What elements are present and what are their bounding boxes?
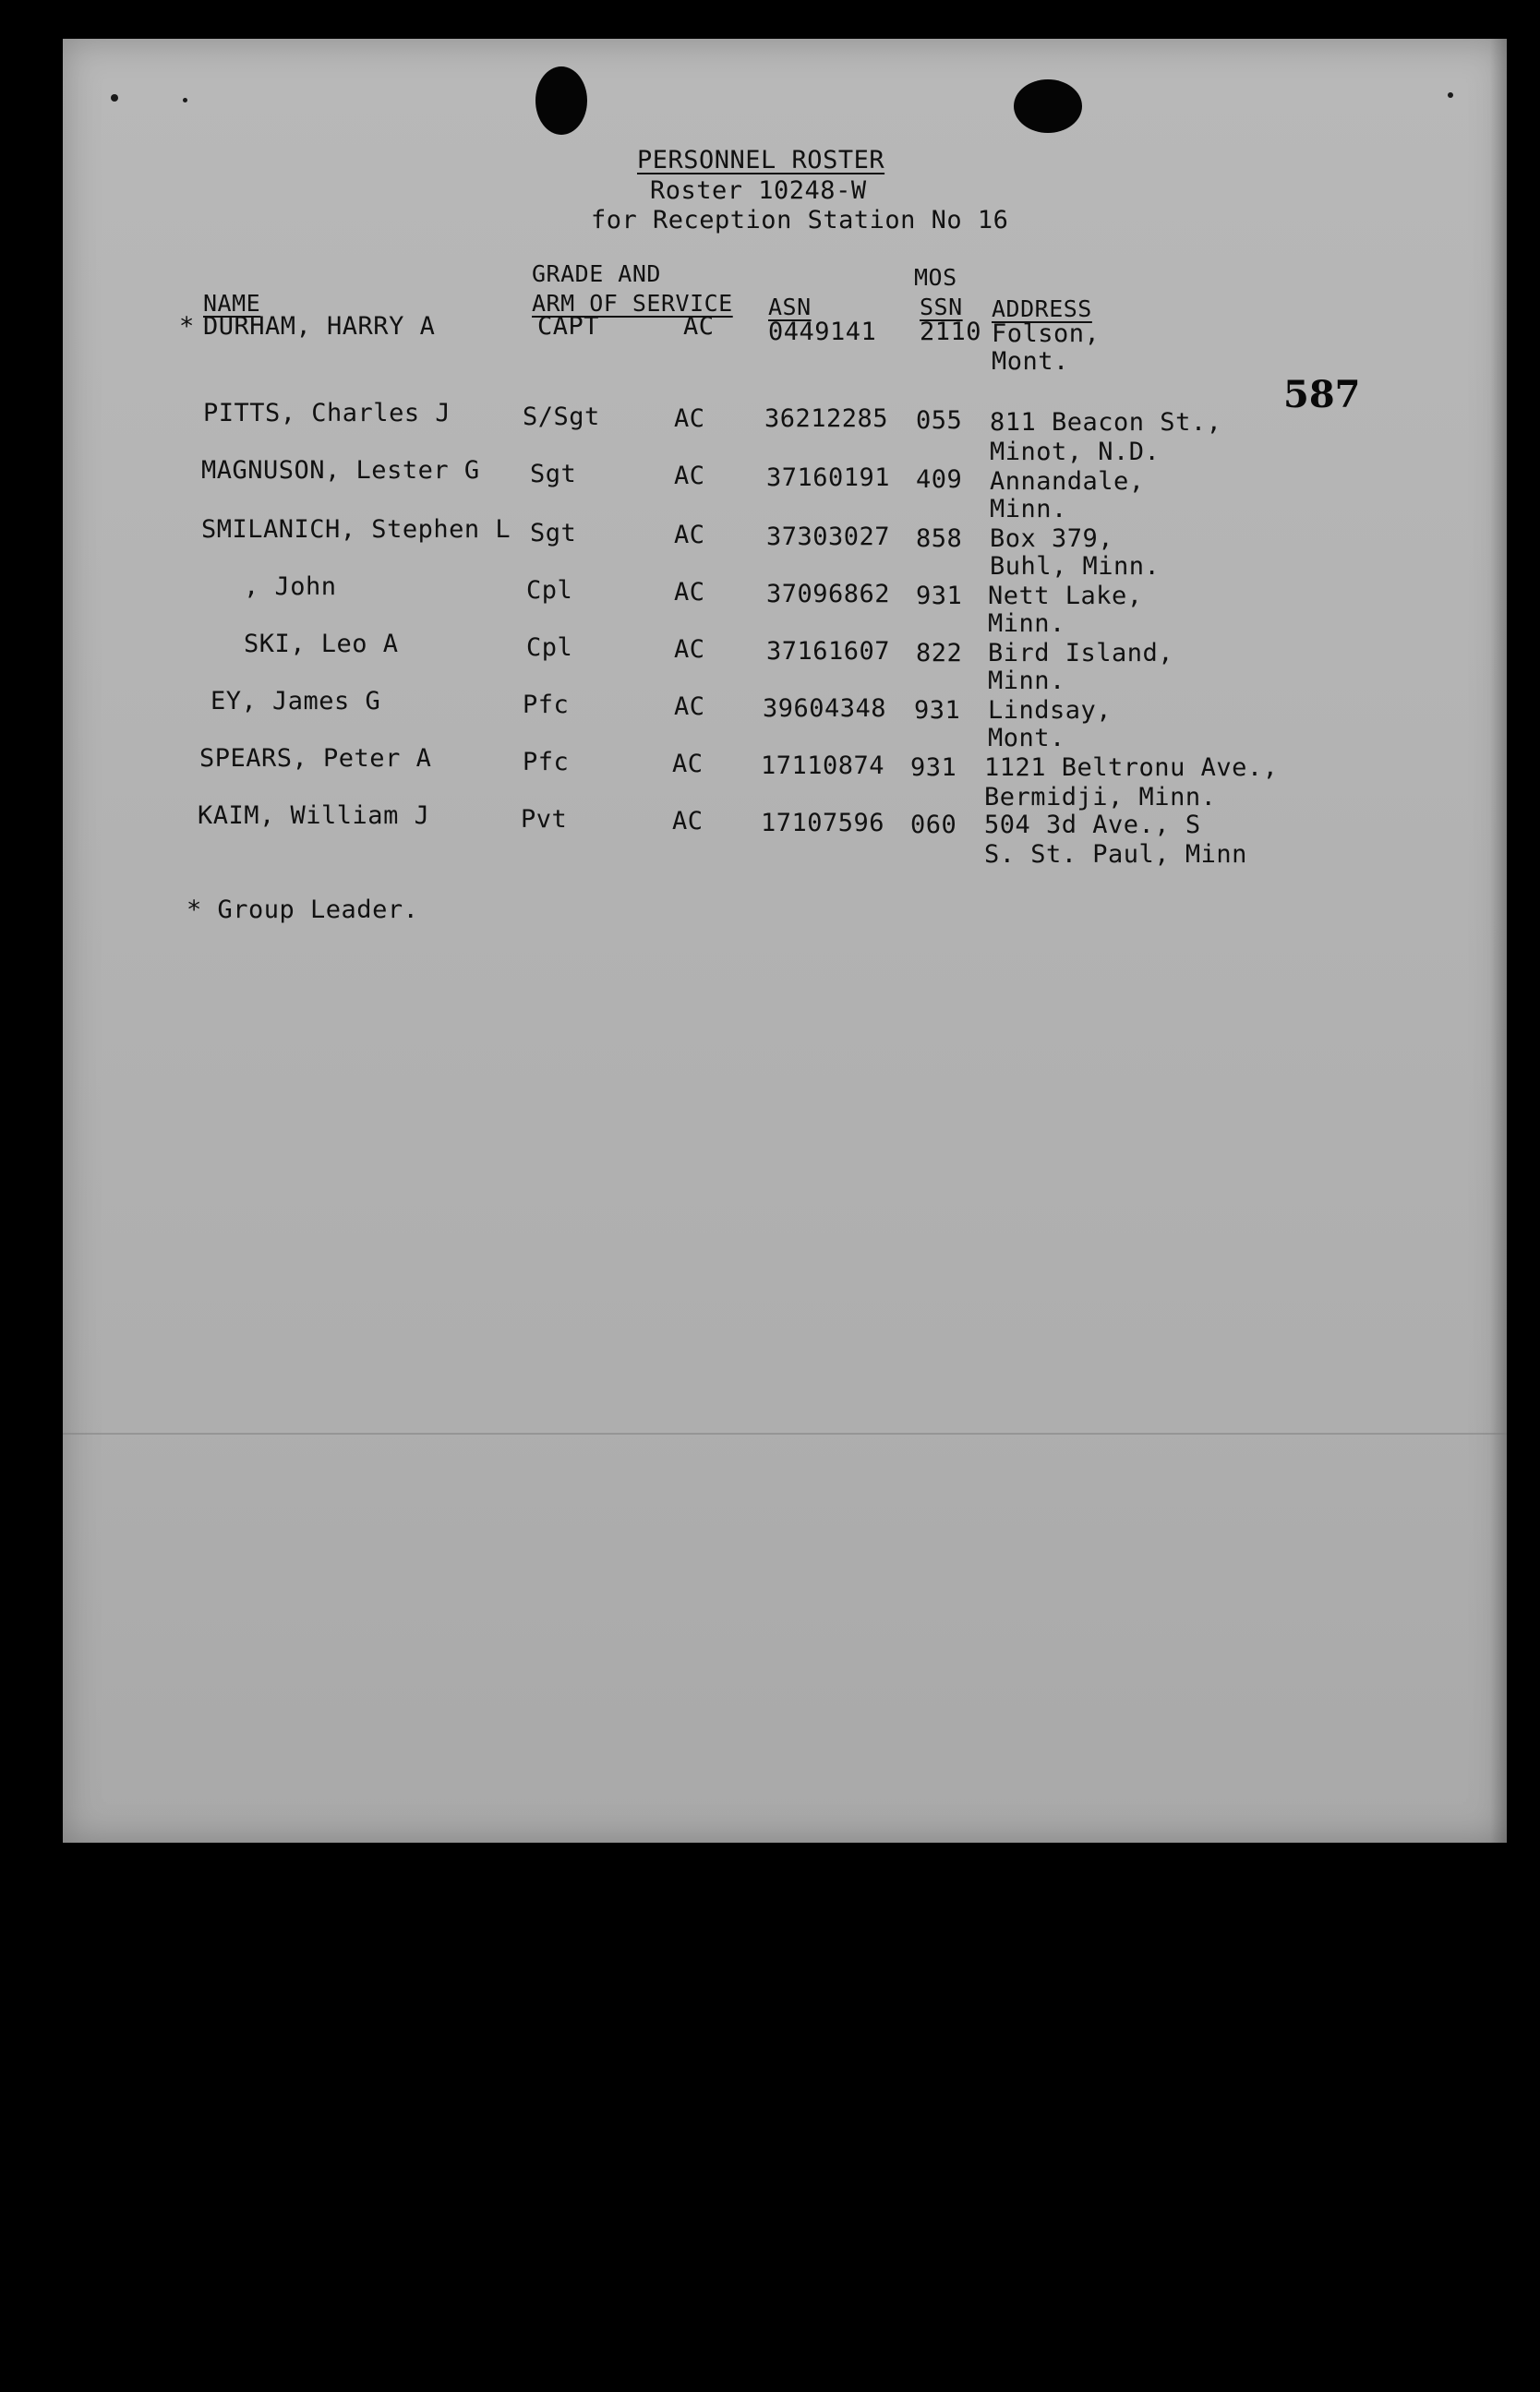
row-asn: 37161607 (766, 637, 891, 666)
row-address-line2: Bermidji, Minn. (984, 783, 1217, 811)
row-address-line2: Minot, N.D. (990, 438, 1161, 466)
row-ssn: 931 (916, 582, 963, 610)
row-arm: AC (672, 750, 704, 778)
row-address-line2: Mont. (992, 347, 1069, 376)
row-grade: S/Sgt (523, 403, 600, 431)
roster-page (63, 39, 1507, 1843)
row-arm: AC (674, 692, 705, 721)
row-arm: AC (674, 578, 705, 607)
row-grade: Cpl (526, 633, 573, 662)
page-edge-shadow (1490, 39, 1507, 1843)
row-address-line1: Box 379, (990, 524, 1114, 553)
row-arm: AC (674, 635, 705, 664)
row-asn: 37160191 (766, 463, 891, 492)
row-name: KAIM, William J (198, 801, 430, 830)
row-grade: Sgt (530, 519, 577, 547)
row-arm: AC (683, 312, 715, 341)
row-grade: Pfc (523, 748, 570, 776)
row-name: SMILANICH, Stephen L (201, 515, 511, 544)
header-address: ADDRESS (992, 295, 1092, 322)
row-marker: * (179, 312, 195, 341)
row-name: MAGNUSON, Lester G (201, 456, 480, 485)
row-arm: AC (674, 404, 705, 433)
header-asn: ASN (768, 294, 812, 320)
row-ssn: 055 (916, 406, 963, 435)
header-grade-and: GRADE AND (532, 260, 661, 287)
row-address-line2: S. St. Paul, Minn (984, 840, 1247, 869)
row-grade: Pfc (523, 691, 570, 719)
row-name: PITTS, Charles J (203, 399, 451, 427)
row-address-line1: 504 3d Ave., S (984, 811, 1201, 839)
row-grade: Cpl (526, 576, 573, 605)
row-asn: 37096862 (766, 580, 891, 608)
row-address-line2: Minn. (988, 609, 1065, 638)
row-address-line1: 1121 Beltronu Ave., (984, 753, 1279, 782)
row-address-line1: 811 Beacon St., (990, 408, 1222, 437)
row-address-line1: Folson, (992, 319, 1101, 348)
row-name: , John (244, 572, 337, 601)
row-address-line1: Bird Island, (988, 639, 1174, 667)
row-grade: Sgt (530, 460, 577, 488)
row-ssn: 409 (916, 465, 963, 494)
row-address-line1: Nett Lake, (988, 582, 1143, 610)
paper-speck (1448, 92, 1453, 98)
fold-line (63, 1433, 1507, 1435)
row-address-line1: Lindsay, (988, 696, 1113, 725)
row-address-line2: Minn. (990, 495, 1067, 523)
row-asn: 17110874 (761, 751, 885, 780)
punch-hole-left (535, 66, 587, 135)
row-name: SKI, Leo A (244, 630, 399, 658)
row-grade: CAPT (537, 312, 600, 341)
row-ssn: 060 (910, 811, 957, 839)
row-ssn: 931 (910, 753, 957, 782)
header-mos: MOS (914, 264, 957, 291)
header-name: NAME (203, 290, 261, 317)
paper-speck (111, 94, 118, 102)
station-line: for Reception Station No 16 (591, 206, 1009, 234)
page-number: 587 (1283, 373, 1361, 416)
row-name: DURHAM, HARRY A (203, 312, 436, 341)
row-asn: 0449141 (768, 318, 877, 346)
row-arm: AC (672, 807, 704, 835)
group-leader-footnote: * Group Leader. (186, 895, 419, 924)
row-address-line2: Mont. (988, 724, 1065, 752)
row-ssn: 858 (916, 524, 963, 553)
row-name: SPEARS, Peter A (199, 744, 432, 773)
row-ssn: 822 (916, 639, 963, 667)
row-asn: 36212285 (764, 404, 889, 433)
header-ssn: SSN (920, 294, 963, 320)
roster-title: PERSONNEL ROSTER (637, 146, 885, 174)
row-address-line1: Annandale, (990, 467, 1145, 496)
punch-hole-right (1014, 79, 1082, 133)
row-asn: 17107596 (761, 809, 885, 837)
row-address-line2: Buhl, Minn. (990, 552, 1161, 581)
roster-number: Roster 10248-W (650, 176, 867, 205)
row-asn: 39604348 (763, 694, 887, 723)
row-arm: AC (674, 521, 705, 549)
row-name: EY, James G (211, 687, 381, 715)
row-ssn: 931 (914, 696, 961, 725)
header-arm-of-service: ARM OF SERVICE (532, 290, 733, 317)
row-arm: AC (674, 462, 705, 490)
row-asn: 37303027 (766, 523, 891, 551)
row-address-line2: Minn. (988, 667, 1065, 695)
paper-speck (183, 98, 187, 102)
row-ssn: 2110 (920, 318, 982, 346)
row-grade: Pvt (521, 805, 568, 834)
